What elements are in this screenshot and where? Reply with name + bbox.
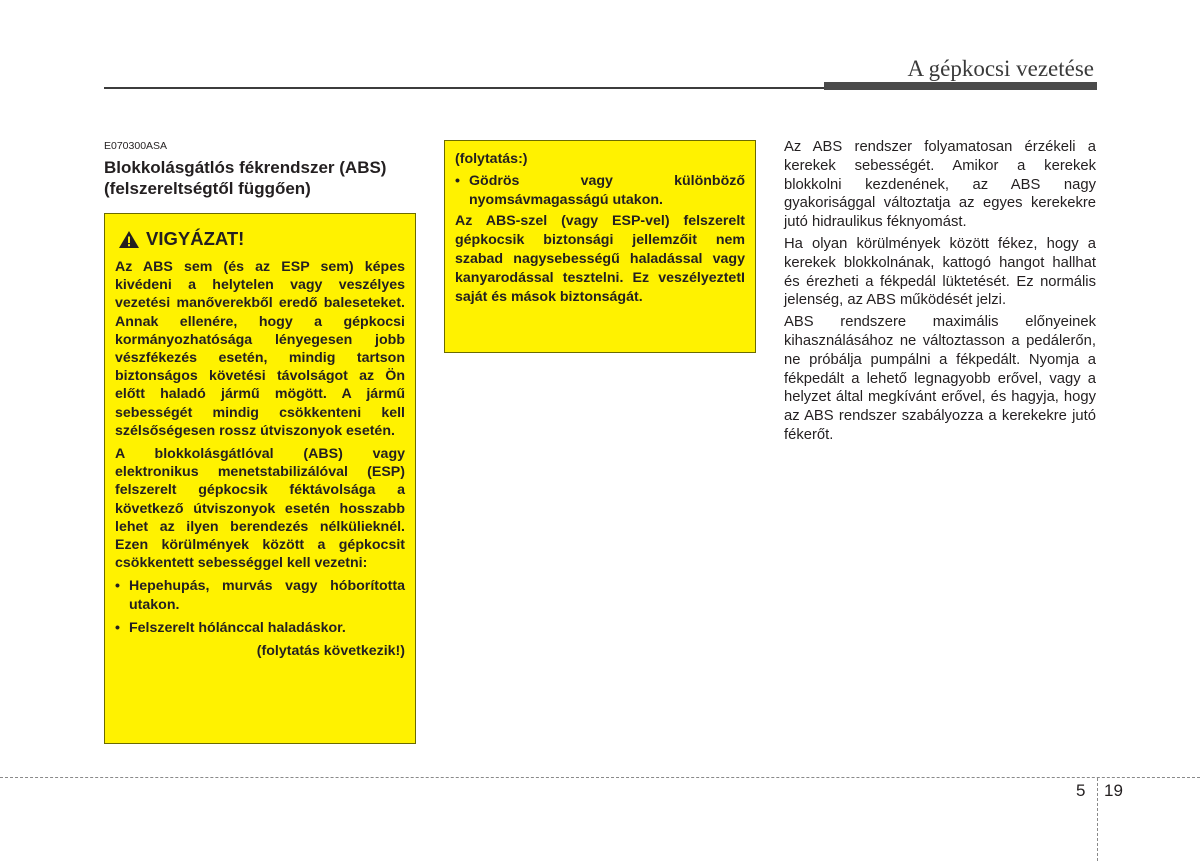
section-code: E070300ASA: [104, 140, 168, 152]
body-paragraph: ABS rendszere maximális előnyeinek kihasználásához ne változtasson a pedálerőn, ne próbálja pumpálni a fékpedált. Nyomja a fékpedált a lehető legnagyobb erővel, vagy a helyzet által megkívánt erővel, és hagyja, hogy az ABS rendszer szabályozza a kerekekre jutó fékerőt.: [784, 314, 1096, 443]
continuation-box: [444, 140, 756, 353]
warning-paragraph: A blokkolásgátlóval (ABS) vagy elektronikus menetstabilizálóval (ESP) felszerelt gépkocsik féktávolsága a következő útviszonyok esetén hosszabb lehet az ilyen berendezés nélkülieknél. Ezen körülmények között a gépkocsit csökkentett sebességgel kell vezetni:: [115, 446, 405, 572]
continuation-bullet-text: Gödrös vagy különböző nyomsávmagasságú utakon.: [469, 172, 745, 208]
footer-divider: [0, 777, 1200, 778]
chapter-number: 5: [1076, 781, 1086, 800]
warning-title: [115, 226, 405, 252]
header-rule-accent: [824, 82, 1097, 90]
body-paragraph: Az ABS rendszer folyamatosan érzékeli a kerekek sebességét. Amikor a kerekek blokkolni kezdenének, az ABS nagy gyakorisággal változtatja az egyes kerekekre jutó hidraulikus féknyomást.: [784, 139, 1096, 231]
page-number: 19: [1104, 781, 1123, 800]
warning-bullet-item: [115, 619, 405, 637]
warning-box: [104, 213, 416, 744]
footer-vertical-divider: [1097, 778, 1098, 861]
section-heading: Blokkolásgátlós fékrendszer (ABS) (felszereltségtől függően): [104, 158, 387, 198]
bullet-dot: •: [115, 578, 120, 595]
warning-bullet-text: Felszerelt hólánccal haladáskor.: [129, 619, 346, 636]
body-paragraph: Ha olyan körülmények között fékez, hogy a kerekek blokkolnának, kattogó hangot hallhat és érezheti a fékpedál lüktetését. Ez normális jelenség, az ABS működését jelzi.: [784, 235, 1096, 309]
body-text-column: [784, 138, 1096, 448]
page-header-title: A gépkocsi vezetése: [907, 56, 1094, 81]
warning-title-text: VIGYÁZAT!: [146, 227, 245, 249]
bullet-dot: •: [115, 619, 120, 636]
continued-note: (folytatás következik!): [256, 643, 405, 660]
warning-paragraph: Az ABS sem (és az ESP sem) képes kivédeni a helytelen vagy veszélyes vezetési manőverekből eredő baleseteket. Annak ellenére, hogy a gépkocsi kormányozhatósága lényegesen jobb vészfékezés esetén, mindig tartson biztonságos követési távolságot az Ön előtt haladó jármű mögött. A jármű sebességét mindig csökkenteni kell szélsőségesen rossz útviszonyok esetén.: [115, 259, 405, 439]
bullet-dot: •: [455, 172, 460, 189]
continuation-bullet-item: [455, 172, 745, 210]
continuation-paragraph: Az ABS-szel (vagy ESP-vel) felszerelt gépkocsik biztonsági jellemzőit nem szabad nagysebességű haladással vagy kanyarodással tesztelni. Ez veszélyeztetI saját és mások biztonságát.: [455, 213, 745, 305]
warning-bullet-text: Hepehupás, murvás vagy hóborította utakon.: [129, 578, 405, 613]
warning-bullet-item: [115, 577, 405, 613]
continuation-label: (folytatás:): [455, 151, 528, 167]
warning-triangle-icon: [118, 230, 140, 249]
